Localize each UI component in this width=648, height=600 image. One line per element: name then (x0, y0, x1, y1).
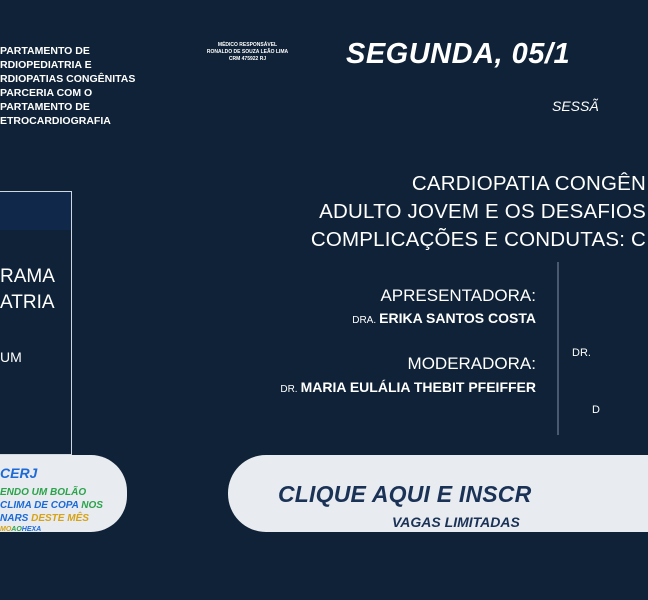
title-line: ADULTO JOVEM E OS DESAFIOS (319, 200, 646, 223)
promo-text: HEXA (21, 526, 42, 533)
promo-line: CERJ (0, 465, 38, 481)
presenter-name-text: ERIKA SANTOS COSTA (379, 310, 536, 326)
presenter-role: APRESENTADORA: (380, 286, 536, 305)
moderator-name-text: MARIA EULÁLIA THEBIT PFEIFFER (300, 379, 536, 395)
organizer-line: PARTAMENTO DE (0, 45, 90, 57)
promo-text: MO (0, 526, 12, 533)
organizer-line: RDIOPEDIATRIA E (0, 59, 92, 71)
organizer-text (0, 44, 160, 128)
promo-line (0, 513, 89, 524)
promo-highlight: NARS (0, 513, 29, 524)
program-line: RAMA (0, 266, 55, 287)
presenter-prefix: DRA. (352, 315, 377, 326)
event-date: SEGUNDA, 05/1 (346, 38, 571, 70)
title-line: CARDIOPATIA CONGÊN (411, 172, 646, 195)
promo-line: ENDO UM BOLÃO (0, 487, 87, 498)
presenter-name (352, 310, 536, 326)
promo-text: DESTE MÊS (28, 513, 89, 524)
side-speaker-prefix: D (592, 404, 600, 416)
program-box (0, 191, 72, 455)
program-line: UM (0, 349, 22, 365)
moderator-prefix: DR. (280, 384, 298, 395)
promo-highlight: CLIMA DE COPA (0, 500, 79, 511)
column-divider (557, 262, 559, 435)
responsible-name: RONALDO DE SOUZA LEÃO LIMA (206, 49, 289, 55)
side-speaker-prefix: DR. (572, 347, 591, 359)
program-line: ATRIA (0, 292, 55, 313)
event-title (311, 170, 646, 254)
moderator-name (280, 379, 536, 395)
organizer-line: RDIOPATIAS CONGÊNITAS (0, 73, 136, 85)
promo-text: NOS (78, 500, 103, 511)
promo-text: AO (11, 526, 22, 533)
responsible-doctor (195, 42, 300, 63)
program-box-header (0, 192, 71, 230)
signup-sublabel[interactable]: VAGAS LIMITADAS (392, 514, 520, 530)
responsible-label: MÉDICO RESPONSÁVEL (217, 42, 278, 48)
organizer-line: PARTAMENTO DE (0, 101, 90, 113)
responsible-crm: CRM 475922 RJ (228, 56, 267, 62)
organizer-line: ETROCARDIOGRAFIA (0, 115, 111, 127)
promo-line (0, 526, 41, 533)
session-label: SESSÃ (552, 98, 599, 114)
signup-label[interactable]: CLIQUE AQUI E INSCR (278, 481, 532, 507)
moderator-role: MODERADORA: (407, 354, 536, 373)
promo-line (0, 500, 103, 511)
title-line: COMPLICAÇÕES E CONDUTAS: C (310, 228, 646, 251)
organizer-line: PARCERIA COM O (0, 87, 93, 99)
